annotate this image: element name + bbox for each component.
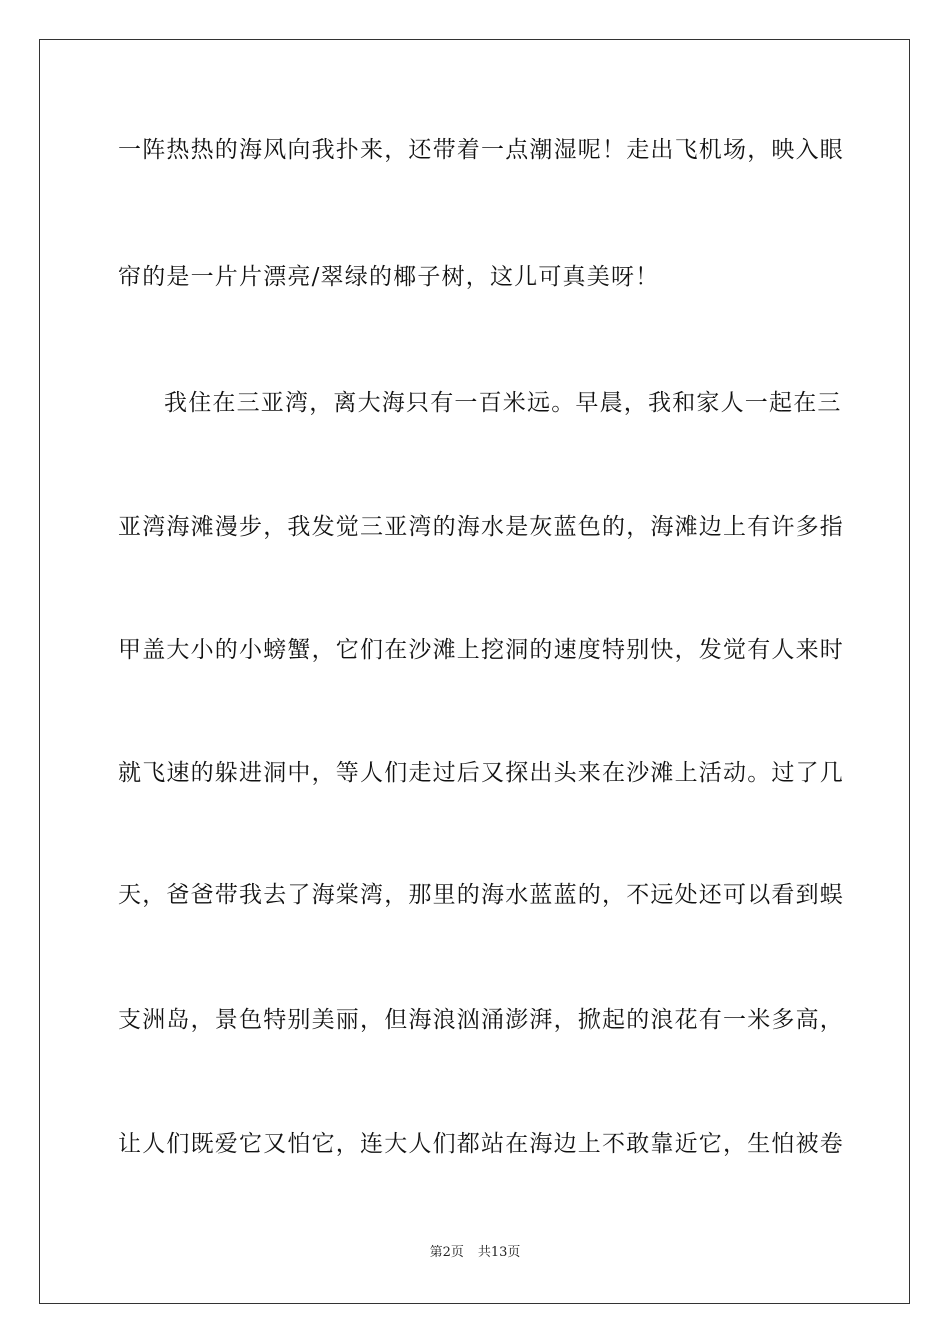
page-footer	[0, 1245, 950, 1261]
body-line-4: 亚湾海滩漫步，我发觉三亚湾的海水是灰蓝色的，海滩边上有许多指	[118, 514, 844, 540]
body-line-2: 帘的是一片片漂亮/翠绿的椰子树，这儿可真美呀！	[118, 264, 660, 290]
body-line-8: 支洲岛，景色特别美丽，但海浪汹涌澎湃，掀起的浪花有一米多高，	[118, 1007, 844, 1033]
body-line-3-paragraph-start: 我住在三亚湾，离大海只有一百米远。早晨，我和家人一起在三	[164, 390, 842, 416]
body-line-9: 让人们既爱它又怕它，连大人们都站在海边上不敢靠近它，生怕被卷	[118, 1131, 844, 1157]
body-line-7: 天，爸爸带我去了海棠湾，那里的海水蓝蓝的，不远处还可以看到蜈	[118, 882, 844, 908]
body-line-1: 一阵热热的海风向我扑来，还带着一点潮湿呢！走出飞机场，映入眼	[118, 137, 844, 163]
page-total: 共13页	[477, 1245, 521, 1260]
body-line-6: 就飞速的躲进洞中，等人们走过后又探出头来在沙滩上活动。过了几	[118, 760, 844, 786]
body-line-5: 甲盖大小的小螃蟹，它们在沙滩上挖洞的速度特别快，发觉有人来时	[118, 637, 844, 663]
page-border	[39, 39, 910, 1304]
page-number: 第2页	[429, 1245, 464, 1260]
